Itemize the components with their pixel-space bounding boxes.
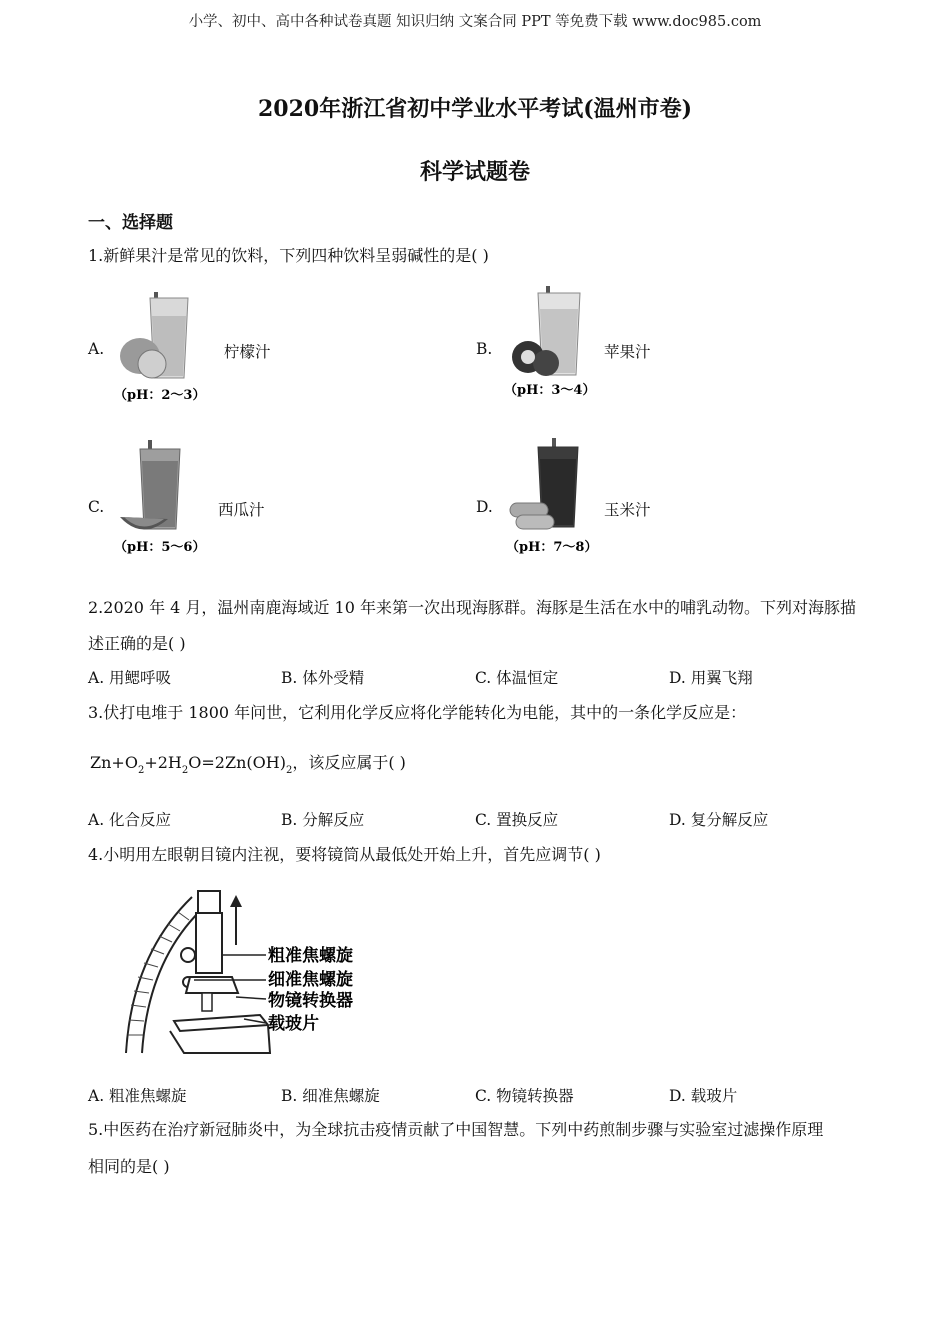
microscope-diagram bbox=[118, 885, 398, 1057]
q4-label-coarse: 粗准焦螺旋 bbox=[268, 946, 353, 966]
section-heading: 一、选择题 bbox=[88, 213, 173, 233]
q3-option-c: C. 置换反应 bbox=[475, 811, 559, 829]
q3-equation bbox=[90, 750, 406, 776]
q1-stem: 1.新鲜果汁是常见的饮料，下列四种饮料呈弱碱性的是( ) bbox=[88, 246, 489, 265]
q2-option-b: B. 体外受精 bbox=[281, 669, 365, 687]
q4-label-nosepiece: 物镜转换器 bbox=[268, 991, 353, 1011]
page-header: 小学、初中、高中各种试卷真题 知识归纳 文案合同 PPT 等免费下载 www.doc985.com bbox=[188, 14, 762, 30]
q1-option-a-letter: A. bbox=[88, 340, 105, 358]
exam-subtitle: 科学试题卷 bbox=[419, 159, 530, 185]
q1-option-b-ph: （pH：3～4） bbox=[504, 383, 596, 398]
q3-eq-sub3: 2 bbox=[285, 765, 293, 776]
q2-option-a: A. 用鳃呼吸 bbox=[88, 669, 172, 687]
exam-title: 2020年浙江省初中学业水平考试(温州市卷) bbox=[257, 96, 693, 122]
q3-eq-mid: +2H bbox=[144, 753, 182, 772]
q4-stem: 4.小明用左眼朝目镜内注视，要将镜筒从最低处开始上升，首先应调节( ) bbox=[88, 845, 601, 864]
q2-option-c: C. 体温恒定 bbox=[475, 669, 559, 687]
q5-stem-line2: 相同的是( ) bbox=[88, 1157, 170, 1176]
lemon-juice-glass-icon bbox=[112, 286, 222, 406]
q3-option-a: A. 化合反应 bbox=[88, 811, 172, 829]
apple-juice-glass-icon bbox=[498, 283, 608, 403]
q1-option-b-name: 苹果汁 bbox=[604, 343, 651, 361]
q2-stem-line2: 述正确的是( ) bbox=[88, 634, 186, 653]
q1-option-a-name: 柠檬汁 bbox=[224, 343, 271, 361]
q3-option-d: D. 复分解反应 bbox=[669, 811, 769, 829]
q4-label-fine: 细准焦螺旋 bbox=[268, 970, 353, 990]
q4-label-slide: 载玻片 bbox=[268, 1014, 319, 1034]
q3-eq-sub1: 2 bbox=[137, 765, 145, 776]
q4-option-a: A. 粗准焦螺旋 bbox=[88, 1087, 187, 1105]
q1-option-c-name: 西瓜汁 bbox=[218, 501, 265, 519]
q4-option-c: C. 物镜转换器 bbox=[475, 1087, 574, 1105]
q3-stem: 3.伏打电堆于 1800 年问世，它利用化学反应将化学能转化为电能，其中的一条化学反应是： bbox=[88, 703, 747, 722]
q1-option-c-letter: C. bbox=[88, 498, 105, 516]
q1-option-d-name: 玉米汁 bbox=[604, 501, 651, 519]
q3-eq-sub2: 2 bbox=[181, 765, 189, 776]
q1-option-a-ph: （pH：2～3） bbox=[114, 388, 206, 403]
q1-option-d-letter: D. bbox=[476, 498, 493, 516]
q1-option-d-ph: （pH：7～8） bbox=[506, 540, 598, 555]
q3-option-b: B. 分解反应 bbox=[281, 811, 365, 829]
q4-option-d: D. 载玻片 bbox=[669, 1087, 738, 1105]
q2-option-d: D. 用翼飞翔 bbox=[669, 669, 753, 687]
q5-stem-line1: 5.中医药在治疗新冠肺炎中，为全球抗击疫情贡献了中国智慧。下列中药煎制步骤与实验室过滤操作原理 bbox=[88, 1120, 824, 1139]
q3-eq-tail: ，该反应属于( ) bbox=[292, 753, 406, 772]
q1-option-b-letter: B. bbox=[476, 340, 493, 358]
q1-option-c-ph: （pH：5～6） bbox=[114, 540, 206, 555]
q2-stem-line1: 2.2020 年 4 月，温州南鹿海域近 10 年来第一次出现海豚群。海豚是生活在水中的哺乳动物。下列对海豚描 bbox=[88, 598, 856, 617]
q3-eq-zn: Zn+O bbox=[90, 753, 138, 772]
corn-juice-glass-icon bbox=[498, 435, 608, 559]
q4-option-b: B. 细准焦螺旋 bbox=[281, 1087, 380, 1105]
q3-eq-o: O=2Zn(OH) bbox=[188, 753, 286, 772]
watermelon-juice-glass-icon bbox=[112, 437, 222, 559]
